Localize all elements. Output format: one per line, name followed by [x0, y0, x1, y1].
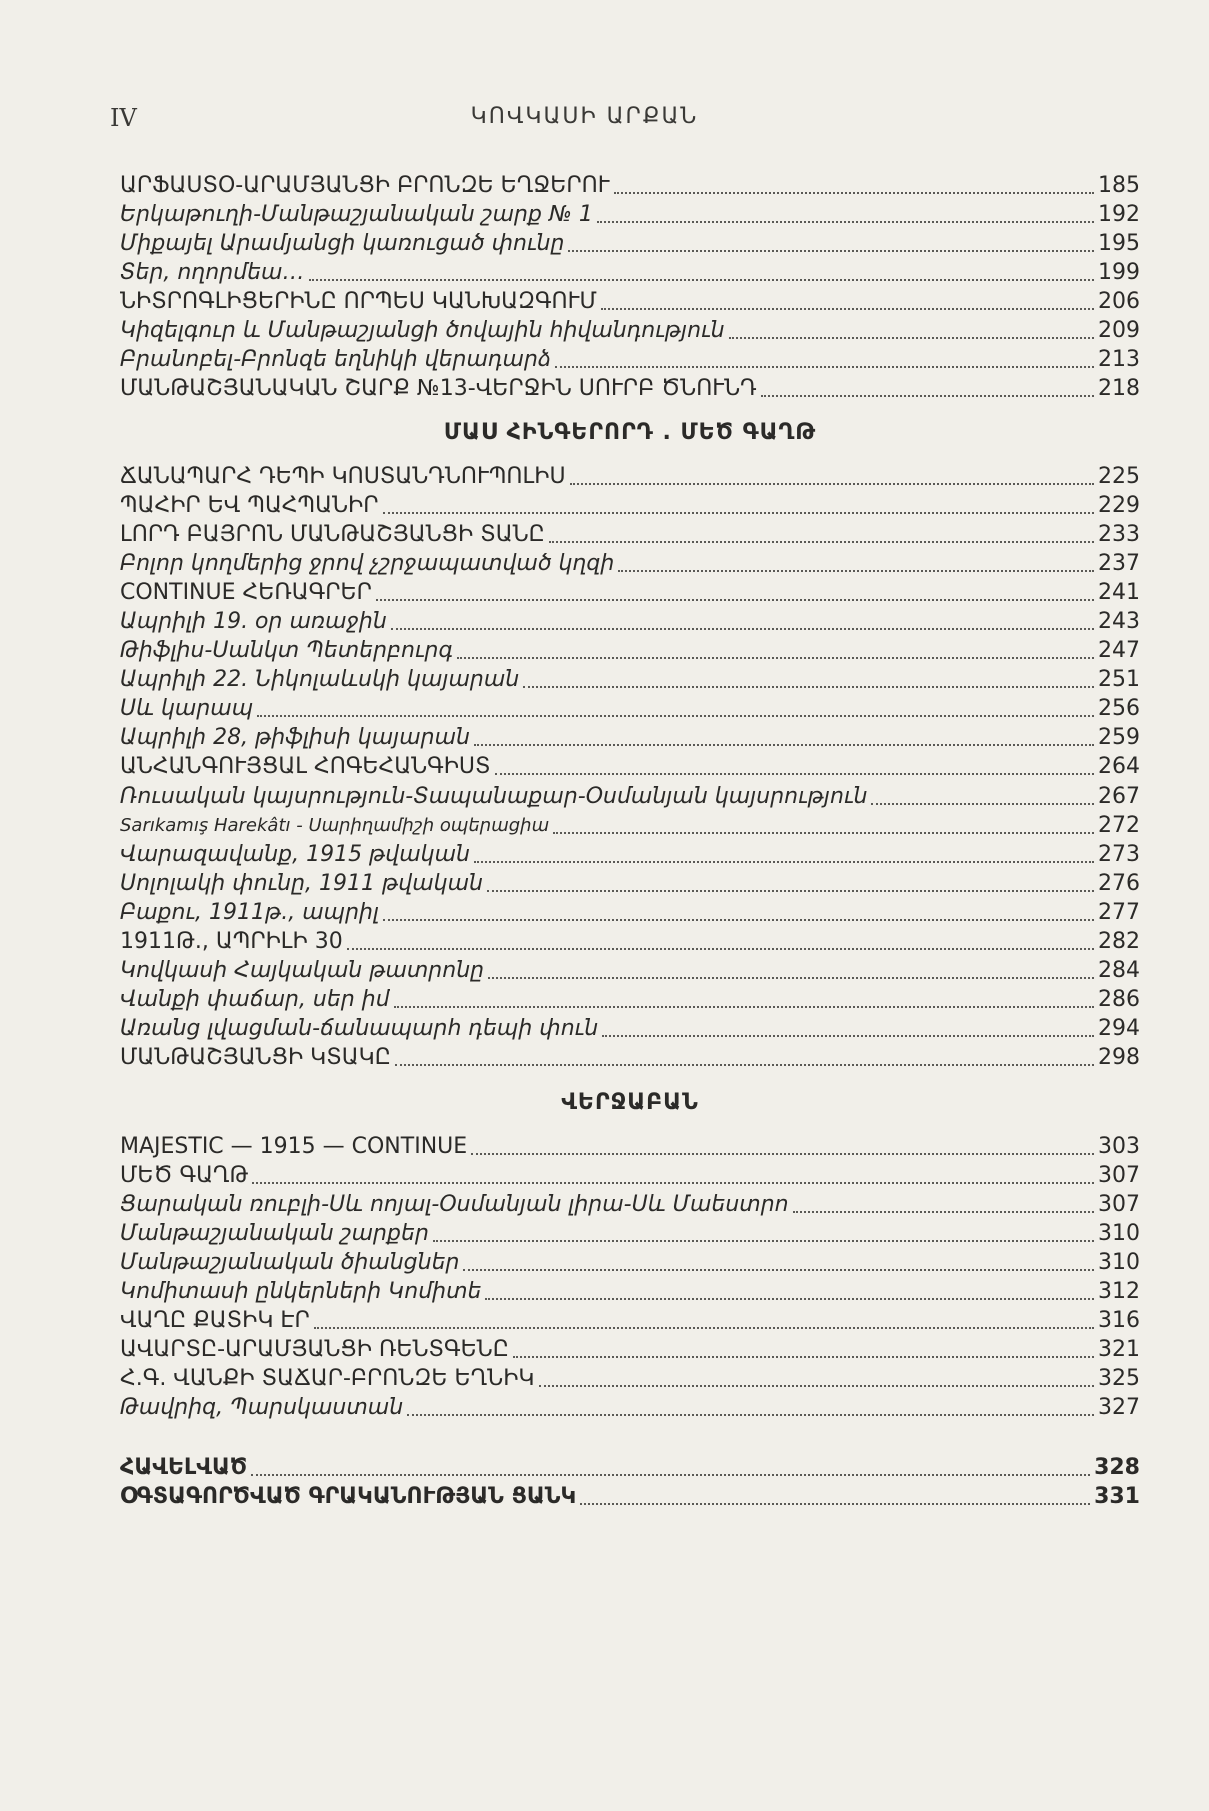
toc-entry-title: Ապրիլի 28, թիֆլիսի կայարան	[120, 725, 470, 750]
dot-leader	[601, 308, 1094, 310]
dot-leader	[555, 366, 1094, 368]
toc-entry-title: Սև կարապ	[120, 696, 254, 721]
toc-entry-page: 272	[1098, 813, 1140, 838]
toc-entry	[120, 1158, 1140, 1190]
toc-entry-title: CONTINUE ՀԵՌԱԳՐԵՐ	[120, 580, 372, 605]
toc-entry-title: ՆԻՏՐՈԳԼԻՑԵՐԻՆԸ ՈՐՊԵՍ ԿԱՆԽԱԶԳՈՒՄ	[120, 289, 597, 314]
dot-leader	[463, 1269, 1094, 1271]
toc-entry-title: Հ.Գ. ՎԱՆՔԻ ՏԱՃԱՐ-ԲՐՈՆԶԵ ԵՂՆԻԿ	[120, 1366, 535, 1391]
toc-entry-page: 243	[1098, 609, 1140, 634]
toc-entry	[120, 575, 1140, 607]
toc-entry-page: 327	[1098, 1395, 1140, 1420]
dot-leader	[314, 1327, 1094, 1329]
toc-entry	[120, 1303, 1140, 1335]
toc-entry-title: ՊԱՀԻՐ ԵՎ ՊԱՀՊԱՆԻՐ	[120, 493, 379, 518]
dot-leader	[376, 599, 1094, 601]
dot-leader	[539, 1385, 1094, 1387]
section-heading: ՎԵՐՋԱԲԱՆ	[561, 1090, 699, 1115]
page-number: IV	[110, 104, 137, 132]
toc-entry-page: 325	[1098, 1366, 1140, 1391]
toc-entry-title: Ցարական ռուբլի-Սև ոոյալ-Օսմանյան լիրա-Սև Մաեստրո	[120, 1192, 789, 1217]
toc-entry	[120, 691, 1140, 723]
toc-entry-page: 256	[1098, 696, 1140, 721]
toc-entry-page: 218	[1098, 376, 1140, 401]
dot-leader	[580, 1503, 1090, 1505]
toc-entry-page: 298	[1098, 1045, 1140, 1070]
toc-entry	[120, 517, 1140, 549]
toc-entry-title: ԱՎԱՐՏԸ-ԱՐԱՄՅԱՆՑԻ ՌԵՆՏԳԵՆԸ	[120, 1337, 509, 1362]
toc-entry	[120, 313, 1140, 345]
toc-entry-page: 267	[1098, 784, 1140, 809]
toc-entry	[120, 662, 1140, 694]
dot-leader	[487, 890, 1094, 892]
toc-entry-title: 1911Թ., ԱՊՐԻԼԻ 30	[120, 929, 343, 954]
toc-entry	[120, 1216, 1140, 1248]
toc-entry	[120, 633, 1140, 665]
dot-leader	[383, 919, 1094, 921]
toc-entry-title: ԱՐՖԱՍՏՕ-ԱՐԱՄՅԱՆՑԻ ԲՐՈՆԶԵ ԵՂՋԵՐՈՒ	[120, 173, 610, 198]
toc-entry-page: 206	[1098, 289, 1140, 314]
dot-leader	[347, 948, 1094, 950]
toc-entry	[120, 168, 1140, 200]
toc-entry	[120, 1332, 1140, 1364]
toc-entry-title: Ռուսական կայսրություն-Տապանաքար-Օսմանյան կայսրություն	[120, 784, 868, 809]
toc-entry-title: Կիզելգուր և Մանթաշյանցի ծովային հիվանդություն	[120, 318, 725, 343]
toc-entry-title: ՀԱՎԵԼՎԱԾ	[120, 1455, 248, 1480]
dot-leader	[251, 1474, 1090, 1476]
toc-entry-page: 310	[1098, 1221, 1140, 1246]
toc-entry	[120, 1187, 1140, 1219]
toc-entry-page: 233	[1098, 522, 1140, 547]
dot-leader	[513, 1356, 1094, 1358]
toc-entry-page: 284	[1098, 958, 1140, 983]
toc-entry-title: Թիֆլիս-Սանկտ Պետերբուրգ	[120, 638, 453, 663]
dot-leader	[488, 977, 1094, 979]
toc-entry-page: 251	[1098, 667, 1140, 692]
toc-entry-page: 307	[1098, 1192, 1140, 1217]
toc-entry	[120, 284, 1140, 316]
toc-entry	[120, 1450, 1140, 1482]
toc-entry-title: Կոմիտասի ընկերների Կոմիտե	[120, 1279, 482, 1304]
toc-entry	[120, 982, 1140, 1014]
toc-entry-title: ՄԱՆԹԱՇՅԱՆԱԿԱՆ ՇԱՐՔ №13-ՎԵՐՋԻՆ ՍՈՒՐԲ ԾՆՈՒՆԴ	[120, 376, 757, 401]
toc-entry-title: Բոլոր կողմերից ջրով չշրջապատված կղզի	[120, 551, 615, 576]
toc-entry-title: Կովկասի Հայկական թատրոնը	[120, 958, 485, 983]
toc-entry-page: 282	[1098, 929, 1140, 954]
dot-leader	[761, 395, 1094, 397]
toc-entry	[120, 779, 1140, 811]
toc-entry-title: Սոլոլակի փունը, 1911 թվական	[120, 871, 483, 896]
toc-entry	[120, 1129, 1140, 1161]
toc-entry	[120, 1011, 1140, 1043]
toc-entry-page: 229	[1098, 493, 1140, 518]
toc-entry-page: 294	[1098, 1016, 1140, 1041]
dot-leader	[394, 1006, 1094, 1008]
toc-entry-title: ՎԱՂԸ ՔԱՏԻԿ ԷՐ	[120, 1308, 310, 1333]
toc-entry	[120, 226, 1140, 258]
toc-entry-title: Միքայել Արամյանցի կառուցած փունը	[120, 231, 565, 256]
toc-entry	[120, 1040, 1140, 1072]
dot-leader	[614, 192, 1094, 194]
toc-entry	[120, 1361, 1140, 1393]
dot-leader	[597, 221, 1094, 223]
toc-entry-title: Sarıkamış Harekâtı - Սարիղամիշի օպերացիա	[120, 815, 550, 836]
toc-entry	[120, 953, 1140, 985]
toc-entry	[120, 255, 1140, 287]
dot-leader	[433, 1240, 1094, 1242]
toc-entry-title: Ապրիլի 19. օր առաջին	[120, 609, 387, 634]
toc-entry-title: ՄԱՆԹԱՇՅԱՆՑԻ ԿՏԱԿԸ	[120, 1045, 391, 1070]
dot-leader	[471, 1153, 1094, 1155]
toc-entry	[120, 924, 1140, 956]
toc-entry	[120, 895, 1140, 927]
toc-entry	[120, 197, 1140, 229]
toc-entry-title: ԱՆՀԱՆԳՈՒՅՑԱԼ ՀՈԳԵՀԱՆԳԻՍՏ	[120, 754, 491, 779]
toc-entry-title: Վանքի փաճար, սեր իմ	[120, 987, 390, 1012]
toc-entry-title: Երկաթուղի-Մանթաշյանական շարք № 1	[120, 202, 593, 227]
toc-entry	[120, 1390, 1140, 1422]
toc-entry-title: Առանց լվացման-ճանապարհ դեպի փուն	[120, 1016, 599, 1041]
toc-entry-page: 259	[1098, 725, 1140, 750]
toc-entry	[120, 749, 1140, 781]
toc-entry-title: Ապրիլի 22. Նիկոլաևսկի կայարան	[120, 667, 520, 692]
toc-entry-title: Տեր, ողորմեա…	[120, 260, 305, 285]
toc-entry-title: ՃԱՆԱՊԱՐՀ ԴԵՊԻ ԿՈՍՏԱՆԴՆՈՒՊՈԼԻՍ	[120, 464, 566, 489]
toc-entry-title: ՕԳՏԱԳՈՐԾՎԱԾ ԳՐԱԿԱՆՈՒԹՅԱՆ ՑԱՆԿ	[120, 1484, 577, 1509]
toc-entry-title: Բրանոբել-Բրոնզե եղնիկի վերադարձ	[120, 347, 552, 372]
toc-entry-page: 247	[1098, 638, 1140, 663]
toc-entry	[120, 808, 1140, 840]
toc-entry-page: 264	[1098, 754, 1140, 779]
toc-entry-title: ՄԵԾ ԳԱՂԹ	[120, 1163, 249, 1188]
toc-entry-page: 286	[1098, 987, 1140, 1012]
dot-leader	[495, 773, 1094, 775]
dot-leader	[383, 512, 1094, 514]
toc-entry	[120, 604, 1140, 636]
running-head	[110, 104, 1059, 138]
dot-leader	[457, 657, 1094, 659]
toc-entry-title: Վարազավանք, 1915 թվական	[120, 842, 470, 867]
toc-entry	[120, 720, 1140, 752]
toc-entry-page: 321	[1098, 1337, 1140, 1362]
dot-leader	[407, 1414, 1094, 1416]
toc-entry-page: 310	[1098, 1250, 1140, 1275]
dot-leader	[485, 1298, 1094, 1300]
dot-leader	[395, 1064, 1094, 1066]
dot-leader	[729, 337, 1094, 339]
toc-entry-page: 276	[1098, 871, 1140, 896]
toc-entry-page: 277	[1098, 900, 1140, 925]
toc-entry-page: 199	[1098, 260, 1140, 285]
dot-leader	[257, 715, 1094, 717]
toc-entry-page: 273	[1098, 842, 1140, 867]
toc-entry-page: 192	[1098, 202, 1140, 227]
dot-leader	[474, 861, 1094, 863]
dot-leader	[391, 628, 1094, 630]
toc-entry-title: Մանթաշյանական շարքեր	[120, 1221, 429, 1246]
toc-entry-page: 225	[1098, 464, 1140, 489]
toc-entry	[120, 546, 1140, 578]
toc-entry	[120, 488, 1140, 520]
toc-entry-title: Թավրիզ, Պարսկաստան	[120, 1395, 404, 1420]
toc-entry	[120, 1274, 1140, 1306]
toc-entry-page: 213	[1098, 347, 1140, 372]
toc-entry-page: 303	[1098, 1134, 1140, 1159]
toc-entry	[120, 1245, 1140, 1277]
dot-leader	[523, 686, 1094, 688]
dot-leader	[618, 570, 1094, 572]
toc-entry	[120, 371, 1140, 403]
toc-entry-page: 307	[1098, 1163, 1140, 1188]
section-heading: ՄԱՍ ՀԻՆԳԵՐՈՐԴ . ՄԵԾ ԳԱՂԹ	[443, 420, 817, 445]
toc-entry-title: Բաքու, 1911թ., ապրիլ	[120, 900, 379, 925]
toc-entry-page: 209	[1098, 318, 1140, 343]
dot-leader	[570, 483, 1094, 485]
toc-entry	[120, 866, 1140, 898]
toc-entry	[120, 459, 1140, 491]
dot-leader	[309, 279, 1095, 281]
toc-entry-page: 312	[1098, 1279, 1140, 1304]
dot-leader	[252, 1182, 1094, 1184]
dot-leader	[871, 803, 1094, 805]
toc-entry-title: MAJESTIC — 1915 — CONTINUE	[120, 1134, 468, 1159]
toc-entry-page: 328	[1094, 1455, 1140, 1480]
dot-leader	[602, 1035, 1094, 1037]
dot-leader	[568, 250, 1094, 252]
toc-entry-page: 241	[1098, 580, 1140, 605]
toc-entry-title: ԼՈՐԴ ԲԱՅՐՈՆ ՄԱՆԹԱՇՅԱՆՑԻ ՏԱՆԸ	[120, 522, 545, 547]
toc-entry-page: 195	[1098, 231, 1140, 256]
toc-entry-page: 331	[1094, 1484, 1140, 1509]
dot-leader	[474, 744, 1094, 746]
dot-leader	[793, 1211, 1094, 1213]
toc-entry-page: 316	[1098, 1308, 1140, 1333]
toc-entry	[120, 837, 1140, 869]
toc-entry-page: 185	[1098, 173, 1140, 198]
running-title: ԿՈՎԿԱՍԻ ԱՐՔԱՆ	[470, 104, 699, 129]
toc-entry	[120, 1479, 1140, 1511]
toc-entry-title: Մանթաշյանական ծիանցներ	[120, 1250, 460, 1275]
dot-leader	[549, 541, 1094, 543]
dot-leader	[553, 832, 1094, 834]
toc-entry	[120, 342, 1140, 374]
toc-entry-page: 237	[1098, 551, 1140, 576]
